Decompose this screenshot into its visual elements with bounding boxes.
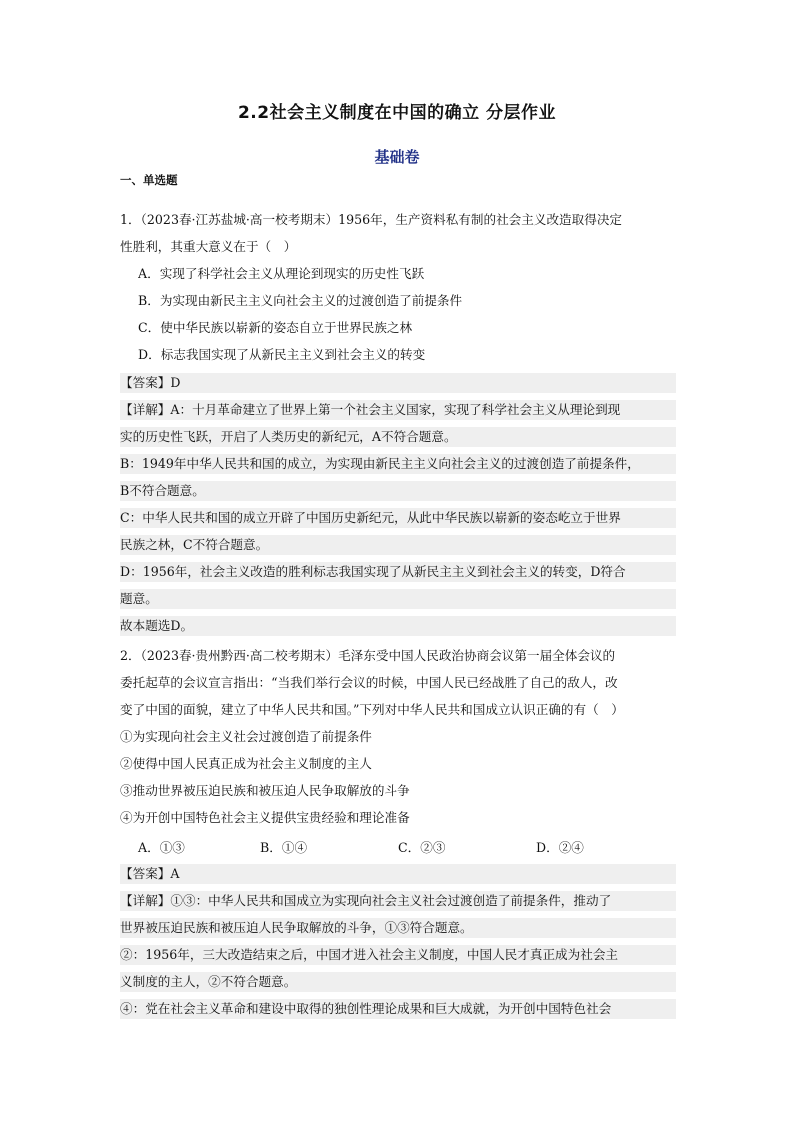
q2-option-a: A．①③ <box>138 840 185 855</box>
q2-explanation-line: 世界被压迫民族和被压迫人民争取解放的斗争，①③符合题意。 <box>120 918 676 938</box>
q1-explanation-line: 民族之林，C不符合题意。 <box>120 535 676 555</box>
q2-explanation-line: 义制度的主人，②不符合题意。 <box>120 972 676 992</box>
q2-item-2: ②使得中国人民真正成为社会主义制度的主人 <box>120 756 372 771</box>
q2-item-1: ①为实现向社会主义社会过渡创造了前提条件 <box>120 729 372 744</box>
q1-explanation-line: 题意。 <box>120 589 676 609</box>
q2-stem-line: 2．（2023春·贵州黔西·高二校考期末）毛泽东受中国人民政治协商会议第一届全体会议的 <box>120 648 616 663</box>
q2-option-d: D．②④ <box>536 840 584 855</box>
q1-answer: 【答案】D <box>120 373 676 393</box>
q2-option-c: C．②③ <box>398 840 446 855</box>
q1-option-c: C．使中华民族以崭新的姿态自立于世界民族之林 <box>138 320 413 335</box>
q1-conclusion: 故本题选D。 <box>120 616 676 636</box>
q2-options-row <box>120 838 676 858</box>
q2-explanation-line: ④：党在社会主义革命和建设中取得的独创性理论成果和巨大成就，为开创中国特色社会 <box>120 999 676 1019</box>
q2-explanation-line: 【详解】①③：中华人民共和国成立为实现向社会主义社会过渡创造了前提条件，推动了 <box>120 891 676 911</box>
q1-explanation-line: D：1956年，社会主义改造的胜利标志我国实现了从新民主主义到社会主义的转变，D符合 <box>120 562 676 582</box>
q1-option-d: D．标志我国实现了从新民主主义到社会主义的转变 <box>138 347 426 362</box>
volume-subtitle: 基础卷 <box>374 148 420 166</box>
q1-option-b: B．为实现由新民主主义向社会主义的过渡创造了前提条件 <box>138 293 463 308</box>
q2-item-3: ③推动世界被压迫民族和被压迫人民争取解放的斗争 <box>120 783 410 798</box>
q2-answer: 【答案】A <box>120 864 676 884</box>
q1-stem-line: 1．（2023春·江苏盐城·高一校考期末）1956年，生产资料私有制的社会主义改造取得决定 <box>120 212 623 227</box>
q2-stem-line: 变了中国的面貌，建立了中华人民共和国。”下列对中华人民共和国成立认识正确的有（ ） <box>120 702 624 717</box>
q2-stem-line: 委托起草的会议宣言指出：“当我们举行会议的时候，中国人民已经战胜了自己的敌人，改 <box>120 675 618 690</box>
q1-explanation-line: 【详解】A：十月革命建立了世界上第一个社会主义国家，实现了科学社会主义从理论到现 <box>120 400 676 420</box>
q2-option-b: B．①④ <box>260 840 308 855</box>
q1-stem-line: 性胜利，其重大意义在于（ ） <box>120 239 297 254</box>
q2-explanation-line: ②：1956年，三大改造结束之后，中国才进入社会主义制度，中国人民才真正成为社会主 <box>120 945 676 965</box>
q2-item-4: ④为开创中国特色社会主义提供宝贵经验和理论准备 <box>120 810 410 825</box>
section-heading: 一、单选题 <box>120 173 178 187</box>
q1-explanation-line: B：1949年中华人民共和国的成立，为实现由新民主主义向社会主义的过渡创造了前提条件， <box>120 454 676 474</box>
page-title: 2.2社会主义制度在中国的确立 分层作业 <box>237 103 557 123</box>
q1-explanation-line: 实的历史性飞跃，开启了人类历史的新纪元，A不符合题意。 <box>120 427 676 447</box>
q1-option-a: A．实现了科学社会主义从理论到现实的历史性飞跃 <box>138 266 425 281</box>
q1-explanation-line: C：中华人民共和国的成立开辟了中国历史新纪元，从此中华民族以崭新的姿态屹立于世界 <box>120 508 676 528</box>
q1-explanation-line: B不符合题意。 <box>120 481 676 501</box>
